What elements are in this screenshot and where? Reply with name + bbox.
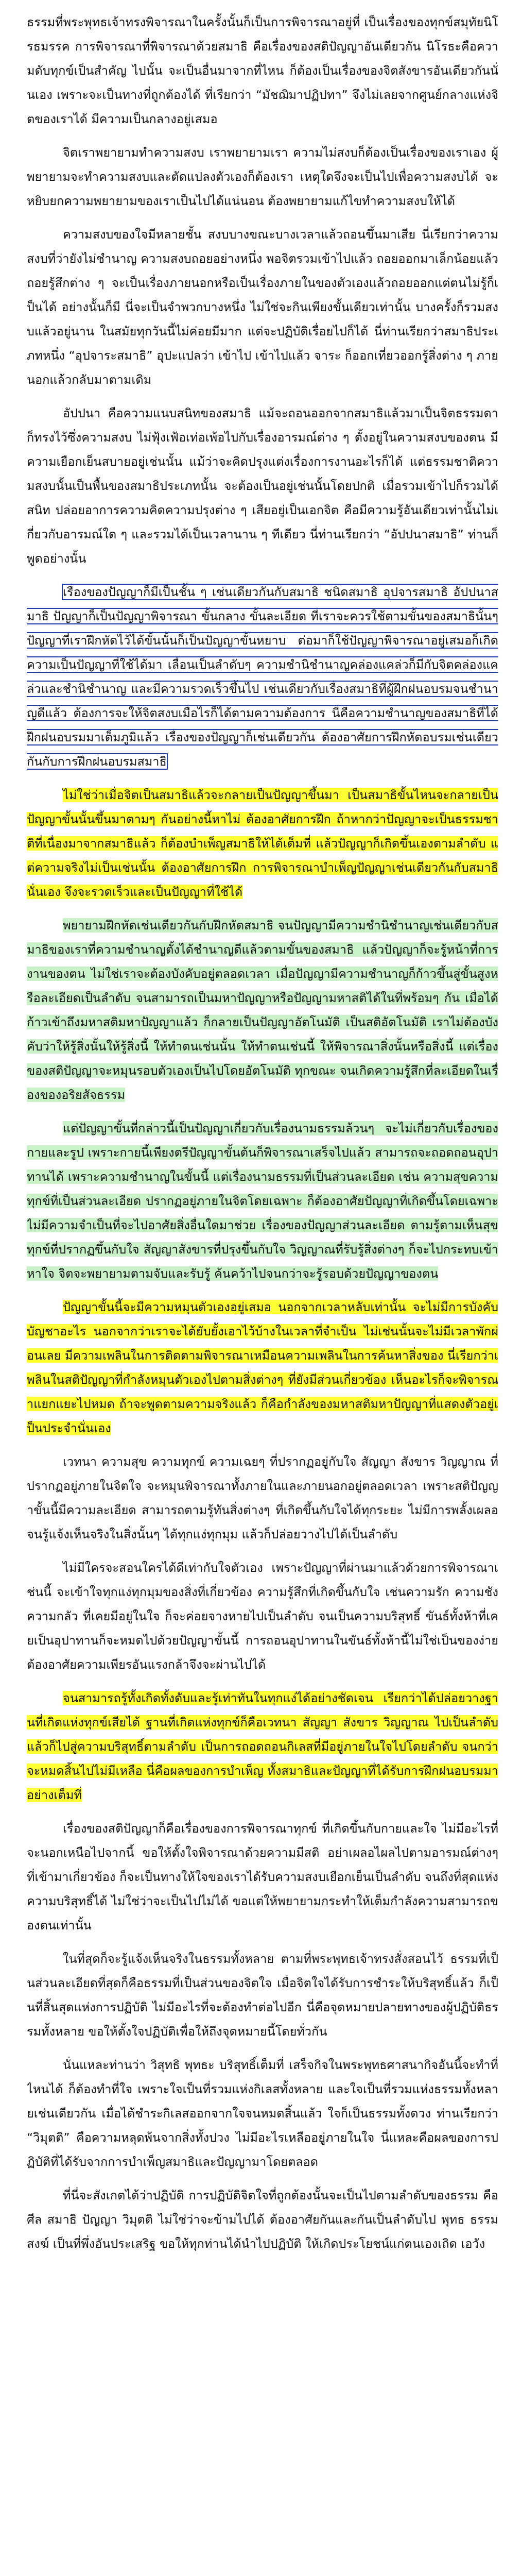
paragraph-text: ในที่สุดก็จะรู้แจ้งเห็นจริงในธรรมทั้งหลาย ตามที่พระพุทธเจ้าทรงสั่งสอนไว้ ธรรมที่เป็นส่วนละเอียดที่สุดก็คือธรรมที่เป็นส่วนของจิตใจ เมื่อจิตใจได้รับการชำระให้บริสุทธิ์แล้ว ก็เป็นที่สิ้นสุดแห่งการปฏิบัติ ไม่มีอะไรที่จะต้องทำต่อไปอีก นี่คือจุดหมายปลายทางของผู้ปฏิบัติธรรมทั้งหลาย ขอให้ตั้งใจปฏิบัติเพื่อให้ถึงจุดหมายนี้โดยทั่วกัน	[27, 1952, 498, 2039]
body-paragraph	[27, 141, 498, 213]
body-paragraph	[27, 783, 498, 904]
paragraph-text: ธรรมที่พระพุทธเจ้าทรงพิจารณาในครั้งนั้นก็เป็นการพิจารณาอยู่ที่ เป็นเรื่องของทุกข์สมุทัยนิโรธมรรค การพิจารณาที่พิจารณาด้วยสมาธิ คือเรื่องของสติปัญญาอันเดียวกัน นิโรธะคือความดับทุกข์เป็นสำคัญ ไปนั้น จะเป็นอื่นมาจากที่ไหน ก็ต้องเป็นเรื่องของจิตสังขารอันเดียวกันนั่นเอง เพราะจะเป็นทางที่ถูกต้องได้ ที่เรียกว่า “มัชฌิมาปฏิปทา” จึงไม่เลยจากศูนย์กลางแห่งจิตของเราได้ มีความเป็นกลางอยู่เสมอ	[27, 15, 498, 126]
paragraph-text: เวทนา ความสุข ความทุกข์ ความเฉยๆ ที่ปรากฏอยู่กับใจ สัญญา สังขาร วิญญาณ ที่ปรากฏอยู่ภายในจิตใจ จะหมุนพิจารณาทั้งภายในและภายนอกอยู่ตลอดเวลา เพราะสติปัญญาขั้นนี้มีความละเอียด สามารถตามรู้ทันสิ่งต่างๆ ที่เกิดขึ้นกับใจได้ทุกระยะ ไม่มีการพลั้งเผลอ จนรู้แจ้งเห็นจริงในสิ่งนั้นๆ ได้ทุกแง่ทุกมุม แล้วก็ปล่อยวางไปได้เป็นลำดับ	[27, 1454, 498, 1541]
body-paragraph	[27, 2053, 498, 2174]
paragraph-text: ที่นี่จะสังเกตได้ว่าปฏิบัติ การปฏิบัติจิตใจที่ถูกต้องนั้นจะเป็นไปตามลำดับของธรรม คือ ศีล สมาธิ ปัญญา วิมุตติ ไม่ใช่ว่าจะข้ามไปได้ ต้องอาศัยกันและกันเป็นลำดับไป พุทธ ธรรม สงฆ์ เป็นที่พึ่งอันประเสริฐ ขอให้ทุกท่านได้นำไปปฏิบัติ ให้เกิดประโยชน์แก่ตนเองเถิด เอวัง	[27, 2188, 498, 2251]
paragraph-text: เรื่องของปัญญาก็มีเป็นชั้น ๆ เช่นเดียวกันกับสมาธิ ชนิดสมาธิ อุปจารสมาธิ อัปปนาสมาธิ ปัญญาก็เป็นปัญญาพิจารณา ขั้นกลาง ขั้นละเอียด ที่เราจะควรใช้ตามขั้นของสมาธินั้นๆ ปัญญาที่เราฝึกหัดไว้ได้ขั้นนั้นก็เป็นปัญญาขั้นหยาบ ต่อมาก็ใช้ปัญญาพิจารณาอยู่เสมอก็เกิดความเป็นปัญญาที่ใช้ได้มา เลื่อนเป็นลำดับๆ ความชำนิชำนาญคล่องแคล่วก็มีกับจิตคล่องแคล่วและชำนิชำนาญ และมีความรวดเร็วขึ้นไป เช่นเดียวกับเรื่องสมาธิที่ผู้ฝึกฝนอบรมจนชำนาญดีแล้ว ต้องการจะให้จิตสงบเมื่อไรก็ได้ตามความต้องการ นี่คือความชำนาญของสมาธิที่ได้ฝึกฝนอบรมมาเต็มภูมิแล้ว เรื่องของปัญญาก็เช่นเดียวกัน ต้องอาศัยการฝึกหัดอบรมเช่นเดียวกันกับการฝึกฝนอบรมสมาธิ	[27, 585, 498, 769]
body-paragraph	[27, 1947, 498, 2044]
paragraph-text: จิตเราพยายามทำความสงบ เราพยายามเรา ความไม่สงบก็ต้องเป็นเรื่องของเราเอง ผู้พยายามจะทำความสงบและตัดแปลงตัวเองก็ต้องเรา เหตุใดจึงจะเป็นไปเพื่อความสงบได้ จะหยิบยกความพยายามของเราเป็นไปได้แน่นอน ต้องพยายามแก้ไขทำความสงบให้ได้	[27, 145, 498, 208]
body-paragraph	[27, 913, 498, 1107]
body-paragraph	[27, 1556, 498, 1677]
paragraph-text: ไม่มีใครจะสอนใครได้ดีเท่ากับใจตัวเอง เพราะปัญญาที่ผ่านมาแล้วด้วยการพิจารณาเช่นนี้ จะเข้าใจทุกแง่ทุกมุมของสิ่งที่เกี่ยวข้อง ความรู้สึกที่เกิดขึ้นกับใจ เช่นความรัก ความชัง ความกลัว ที่เคยมีอยู่ในใจ ก็จะค่อยจางหายไปเป็นลำดับ จนเป็นความบริสุทธิ์ ขันธ์ทั้งห้าที่เคยเป็นอุปาทานก็จะหมดไปด้วยปัญญาขั้นนี้ การถอนอุปาทานในขันธ์ทั้งห้านี้ไม่ใช่เป็นของง่าย ต้องอาศัยความเพียรอันแรงกล้าจึงจะผ่านไปได้	[27, 1561, 498, 1672]
body-paragraph	[27, 10, 498, 131]
paragraph-text: ปัญญาขั้นนี้จะมีความหมุนตัวเองอยู่เสมอ นอกจากเวลาหลับเท่านั้น จะไม่มีการบังคับบัญชาอะไร นอกจากว่าเราจะได้ยับยั้งเอาไว้บ้างในเวลาที่จำเป็น ไม่เช่นนั้นจะไม่มีเวลาพักผ่อนเลย มีความเพลินในการติดตามพิจารณาเหมือนความเพลินในการค้นหาสิ่งของ นี่เรียกว่าเพลินในสติปัญญาที่กำลังหมุนตัวเองไปตามสิ่งต่างๆ ที่ยังมีส่วนเกี่ยวข้อง เห็นอะไรก็จะพิจารณาแยกแยะไปหมด ถ้าจะพูดตามความจริงแล้ว ก็คือกำลังของมหาสติมหาปัญญาที่แสดงตัวอยู่เป็นประจำนั่นเอง	[27, 1300, 498, 1435]
body-paragraph	[27, 1450, 498, 1547]
paragraph-text: อัปปนา คือความแนบสนิทของสมาธิ แม้จะถอนออกจากสมาธิแล้วมาเป็นจิตธรรมดา ก็ทรงไว้ซึ่งความสงบ ไม่ฟุ้งเฟ้อเท่อเพ้อไปกับเรื่องอารมณ์ต่าง ๆ ตั้งอยู่ในความสงบของตน มีความเยือกเย็นสบายอยู่เช่นนั้น แม้ว่าจะคิดปรุงแต่งเรื่องการงานอะไรก็ได้ แต่ธรรมชาติความสงบนั้นเป็นพื้นของสมาธิประเภทนั้น จะต้องเป็นอยู่เช่นนั้นโดยปกติ เมื่อรวมเข้าไปก็รวมได้สนิท ปล่อยอาการความคิดความปรุงต่าง ๆ เสียอยู่เป็นเอกจิต คือมีความรู้อันเดียวเท่านั้นไม่เกี่ยวกับอารมณ์ใด ๆ และรวมได้เป็นเวลานาน ๆ ทีเดียว นี่ท่านเรียกว่า “อัปปนาสมาธิ” ท่านก็พูดอย่างนั้น	[27, 406, 498, 566]
paragraph-text: แต่ปัญญาขั้นที่กล่าวนี้เป็นปัญญาเกี่ยวกับเรื่องนามธรรมล้วนๆ จะไม่เกี่ยวกับเรื่องของกายและรูป เพราะกายนี้เพียงตรีปัญญาขั้นต้นก็พิจารณาเสร็จไปแล้ว สามารถจะถอดถอนอุปาทานได้ เพราะความชำนาญในขั้นนี้ แต่เรื่องนามธรรมที่เป็นส่วนละเอียด เช่น ความสุขความทุกข์ที่เป็นส่วนละเอียด ปรากฏอยู่ภายในจิตโดยเฉพาะ ก็ต้องอาศัยปัญญาที่เกิดขึ้นโดยเฉพาะ ไม่มีความจำเป็นที่จะไปอาศัยสิ่งอื่นใดมาช่วย เรื่องของปัญญาส่วนละเอียด ตามรู้ตามเห็นสุขทุกข์ที่ปรากฏขึ้นกับใจ สัญญาสังขารที่ปรุงขึ้นกับใจ วิญญาณที่รับรู้สิ่งต่างๆ ก็จะไปกระทบเข้าหาใจ จิตจะพยายามตามจับและรับรู้ ค้นคว้าไปจนกว่าจะรู้รอบด้วยปัญญาของตน	[27, 1121, 498, 1281]
body-paragraph	[27, 1116, 498, 1286]
paragraph-text: ไม่ใช่ว่าเมื่อจิตเป็นสมาธิแล้วจะกลายเป็นปัญญาขึ้นมา เป็นสมาธิขั้นไหนจะกลายเป็นปัญญาขั้นนั้นขึ้นมาตามๆ กันอย่างนี้หาไม่ ต้องอาศัยการฝึก ถ้าหากว่าปัญญาจะเป็นธรรมชาติที่เนื่องมาจากสมาธิแล้ว ก็ต้องบำเพ็ญสมาธิให้ได้เต็มที่ แล้วปัญญาก็เกิดขึ้นเองตามลำดับ แต่ความจริงไม่เป็นเช่นนั้น ต้องอาศัยการฝึก การพิจารณาบำเพ็ญปัญญาเช่นเดียวกันกับสมาธินั่นเอง จึงจะรวดเร็วและเป็นปัญญาที่ใช้ได้	[27, 788, 498, 899]
body-paragraph	[27, 223, 498, 392]
paragraph-text: จนสามารถรู้ทั้งเกิดทั้งดับและรู้เท่าทันในทุกแง่ได้อย่างชัดเจน เรียกว่าได้ปล่อยวางฐานที่เกิดแห่งทุกข์เสียได้ ฐานที่เกิดแห่งทุกข์ก็คือเวทนา สัญญา สังขาร วิญญาณ ไปเป็นลำดับ แล้วก็ไปสู่ความบริสุทธิ์ตามลำดับ เป็นการถอดถอนกิเลสที่มีอยู่ภายในใจไปโดยลำดับ จนกว่าจะหมดสิ้นไปไม่มีเหลือ นี่คือผลของการบำเพ็ญ ทั้งสมาธิและปัญญาที่ได้รับการฝึกฝนอบรมมาอย่างเต็มที่	[27, 1691, 498, 1802]
body-paragraph	[27, 1295, 498, 1440]
body-paragraph	[27, 1686, 498, 1807]
body-paragraph	[27, 1817, 498, 1938]
body-paragraph	[27, 401, 498, 571]
paragraph-text: นั่นแหละท่านว่า วิสุทธิ พุทธะ บริสุทธิ์เต็มที่ เสร็จกิจในพระพุทธศาสนากิจอันนี้จะทำที่ไหนได้ ก็ต้องทำที่ใจ เพราะใจเป็นที่รวมแห่งกิเลสทั้งหลาย และใจเป็นที่รวมแห่งธรรมทั้งหลายเช่นเดียวกัน เมื่อได้ชำระกิเลสออกจากใจจนหมดสิ้นแล้ว ใจก็เป็นธรรมทั้งดวง ท่านเรียกว่า “วิมุตติ” คือความหลุดพ้นจากสิ่งทั้งปวง ไม่มีอะไรเหลืออยู่ภายในใจ นี่แหละคือผลของการปฏิบัติที่ได้รับจากการบำเพ็ญสมาธิและปัญญามาโดยตลอด	[27, 2058, 498, 2169]
paragraph-text: ความสงบของใจมีหลายชั้น สงบบางขณะบางเวลาแล้วถอนขึ้นมาเสีย นี่เรียกว่าความสงบที่ว่ายังไม่ชำนาญ ความสงบถอยอย่างหนึ่ง พอจิตรวมเข้าไปแล้ว ถอยออกมาเล็กน้อยแล้วถอยรู้สึกต่าง ๆ จะเป็นเรื่องภายนอกหรือเป็นเรื่องภายในของตัวเองแล้วถอยออกแต่ตนไม่รู้ก็เป็นได้ อย่างนั้นก็มี นี่จะเป็นจำพวกบางหนึ่ง ไม่ใช่จะกินเพียงขั้นเดียวเท่านั้น บางครั้งก็รวมสงบแล้วอยู่นาน ในสมัยทุกวันนี้ไม่ค่อยมีมาก แต่จะปฏิบัติเรื่อยไปก็ได้ นี่ท่านเรียกว่าสมาธิประเภทหนึ่ง “อุปจาระสมาธิ” อุปะแปลว่า เข้าไป เข้าไปแล้ว จาระ ก็ออกเที่ยวออกรู้สิ่งต่าง ๆ ภายนอกแล้วกลับมาตามเดิม	[27, 227, 498, 387]
paragraph-text: เรื่องของสติปัญญาก็คือเรื่องของการพิจารณาทุกข์ ที่เกิดขึ้นกับกายและใจ ไม่มีอะไรที่จะนอกเหนือไปจากนี้ ขอให้ตั้งใจพิจารณาด้วยความมีสติ อย่าเผลอไผลไปตามอารมณ์ต่างๆ ที่เข้ามาเกี่ยวข้อง ก็จะเป็นทางให้ใจของเราได้รับความสงบเยือกเย็นเป็นลำดับ จนถึงที่สุดแห่งความบริสุทธิ์ได้ ไม่ใช่ว่าจะเป็นไปไม่ได้ ขอแต่ให้พยายามกระทำให้เต็มกำลังความสามารถของตนเท่านั้น	[27, 1821, 498, 1933]
document-page	[27, 10, 498, 2576]
body-paragraph	[27, 580, 498, 774]
paragraph-text: พยายามฝึกหัดเช่นเดียวกันกับฝึกหัดสมาธิ จนปัญญามีความชำนิชำนาญเช่นเดียวกับสมาธิของเราที่ความชำนาญตั้งได้ชำนาญดีแล้วตามขั้นของสมาธิ แล้วปัญญาก็จะรู้หน้าที่การงานของตน ไม่ใช่เราจะต้องบังคับอยู่ตลอดเวลา เมื่อปัญญามีความชำนาญก็ก้าวขึ้นสู่ขั้นสูงหรือละเอียดเป็นลำดับ จนสามารถเป็นมหาปัญญาหรือปัญญามหาสติได้ในที่พร้อมๆ กัน เมื่อได้ก้าวเข้าถึงมหาสติมหาปัญญาแล้ว ก็กลายเป็นปัญญาอัตโนมัติ เป็นสติอัตโนมัติ เราไม่ต้องบังคับว่าให้รู้สิ่งนั้นให้รู้สิ่งนี้ ให้ทำตนเช่นนั้น ให้ทำตนเช่นนี้ ให้พิจารณาสิ่งนั้นหรือสิ่งนี้ แต่เรื่องของสติปัญญาจะหมุนรอบตัวเองเป็นไปโดยอัตโนมัติ ทุกขณะ จนเกิดความรู้สึกที่ละเอียดในเรื่องของอริยสัจธรรม	[27, 918, 498, 1102]
body-paragraph	[27, 2183, 498, 2256]
